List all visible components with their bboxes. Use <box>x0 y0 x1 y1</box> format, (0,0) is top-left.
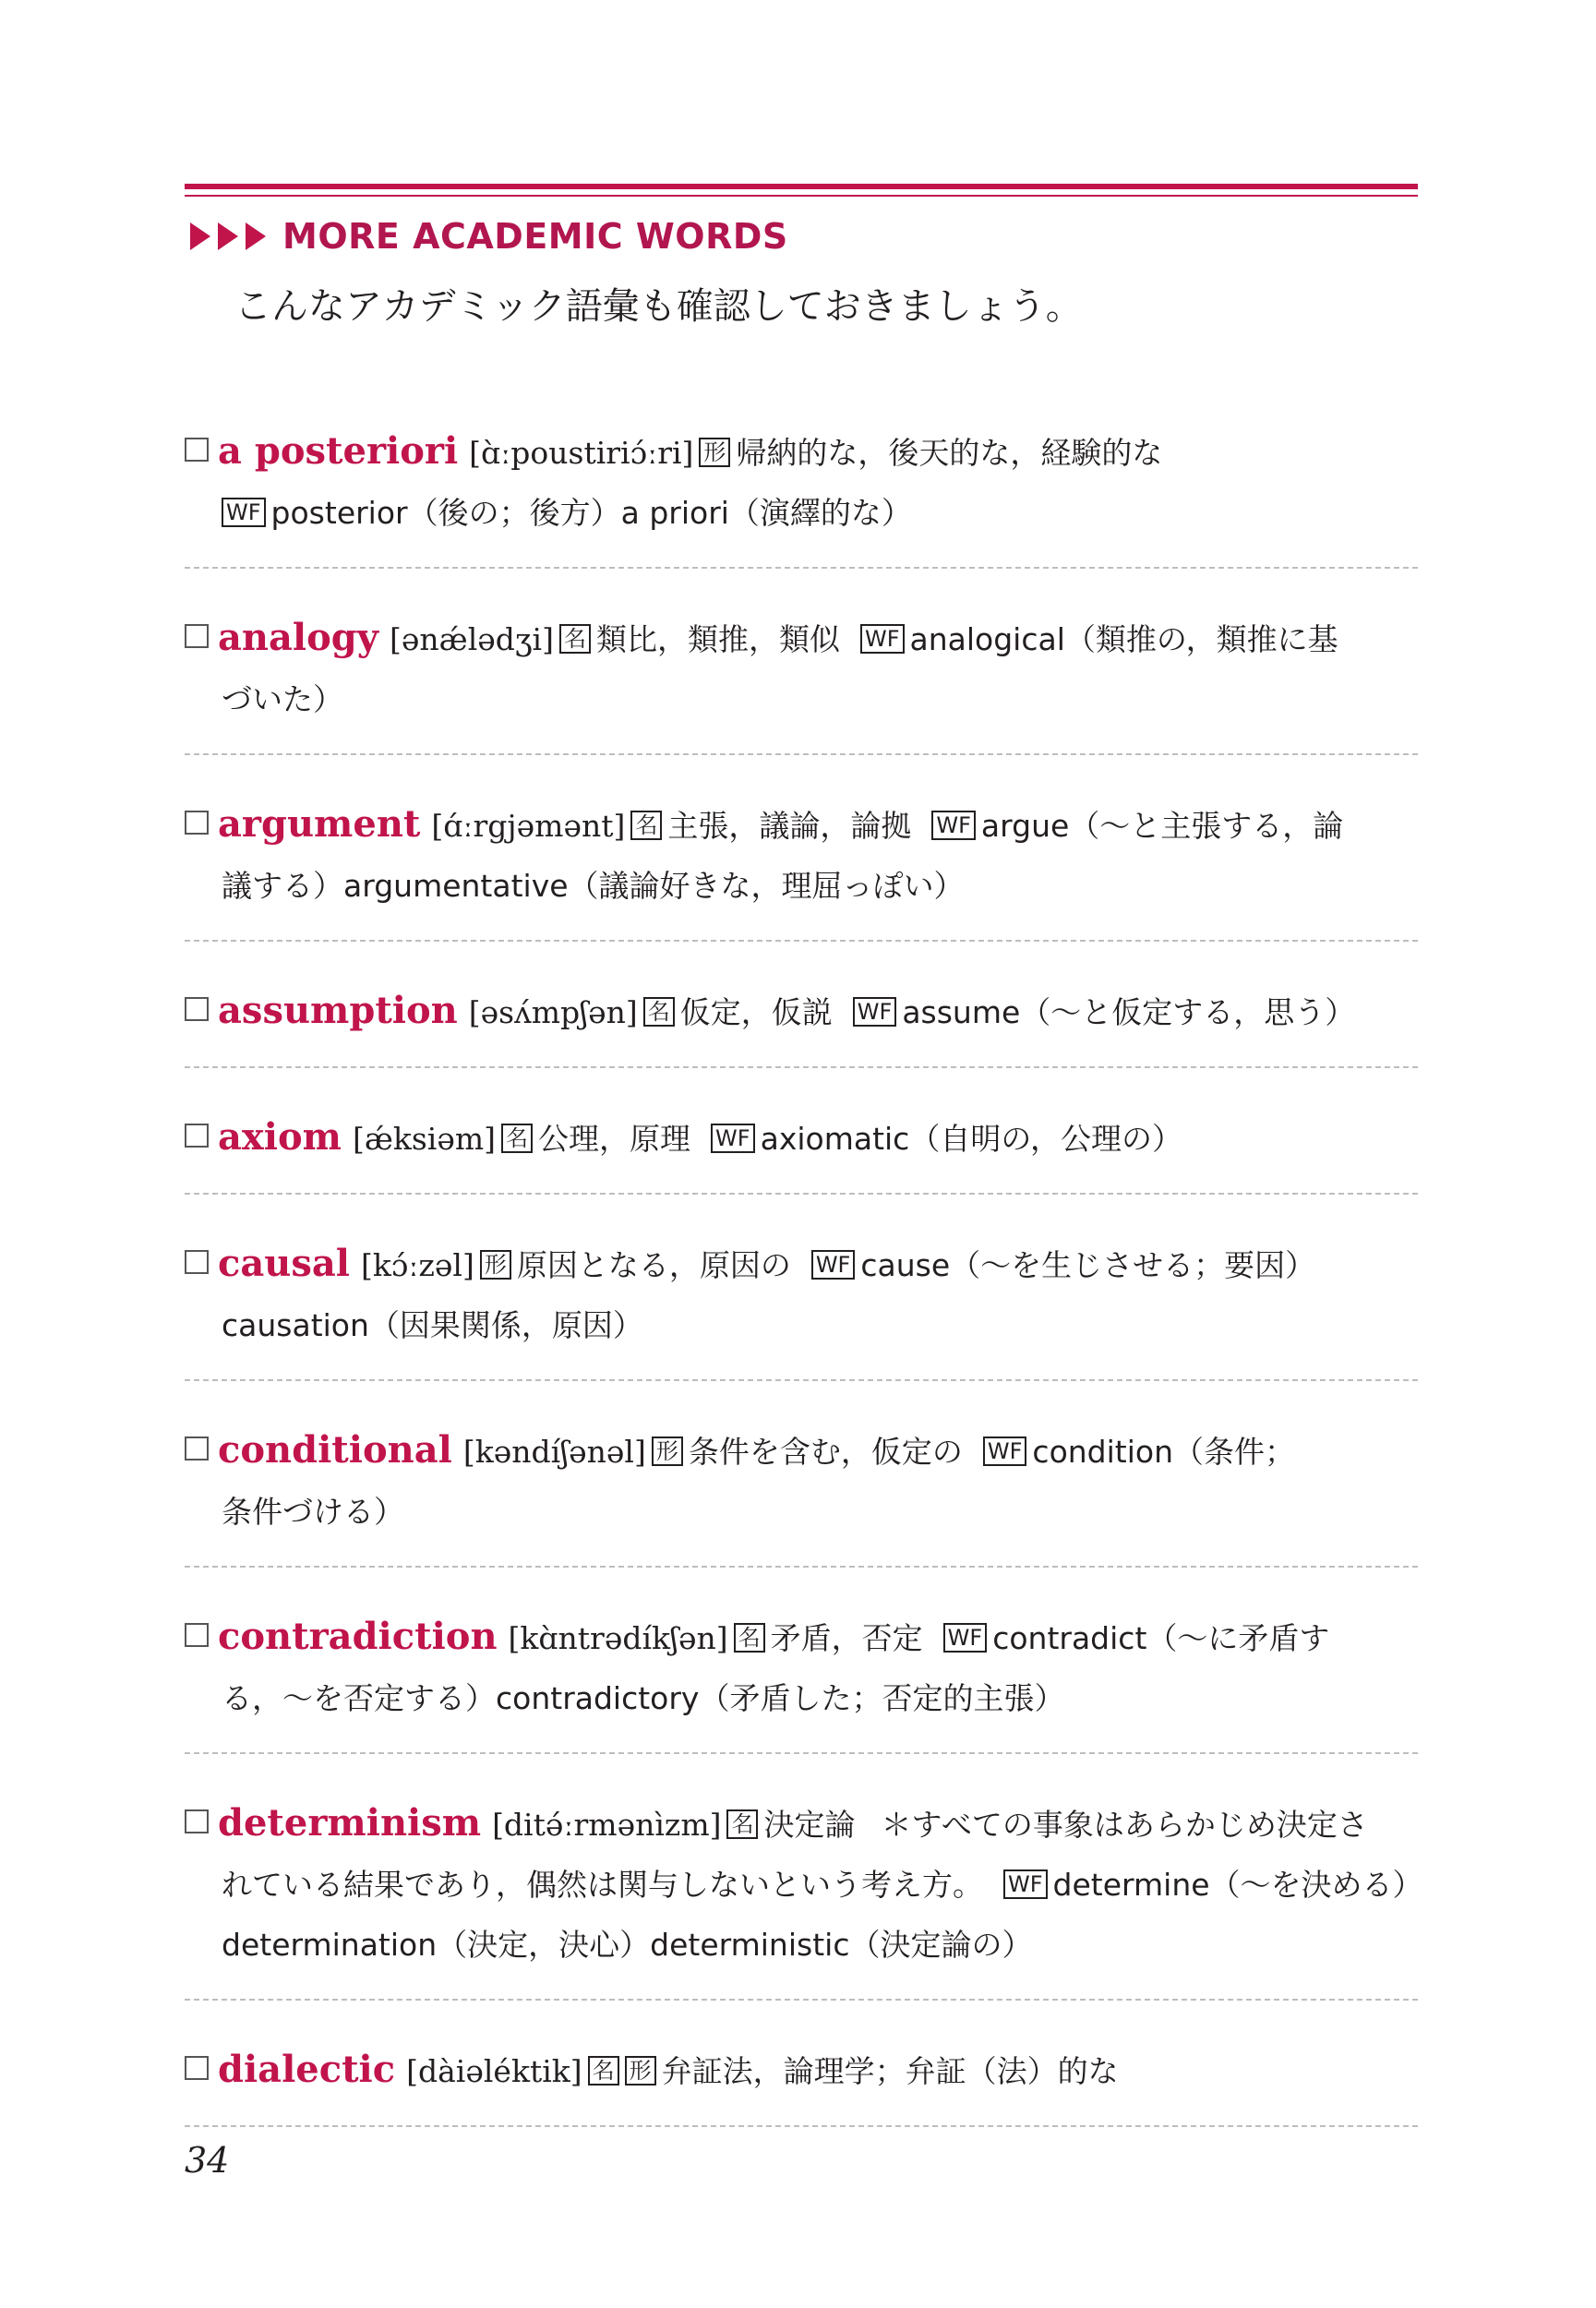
checkbox-icon[interactable] <box>185 811 209 835</box>
wf-badge: WF <box>1003 1869 1048 1899</box>
headword: assumption <box>218 989 458 1032</box>
word-forms: condition（条件； <box>1032 1434 1295 1470</box>
usage-note: ＊すべての事象はあらかじめ決定さ <box>881 1807 1368 1843</box>
pos-noun-badge: 名 <box>501 1124 533 1153</box>
wf-badge: WF <box>860 624 905 654</box>
word-entry <box>185 787 1418 942</box>
pos-noun-badge: 名 <box>643 997 675 1027</box>
pronunciation: [dàiəléktik] <box>406 2053 582 2089</box>
entry-line <box>185 2039 1418 2101</box>
pos-noun-badge: 名 <box>726 1809 758 1839</box>
meaning: 帰納的な，後天的な，経験的な <box>736 435 1163 471</box>
checkbox-icon[interactable] <box>185 997 209 1021</box>
word-forms: argue（〜と主張する，論 <box>980 808 1344 844</box>
headword: dialectic <box>218 2048 396 2091</box>
pos-noun-badge: 名 <box>734 1623 765 1653</box>
headword: contradiction <box>218 1615 498 1658</box>
page-number: 34 <box>185 2140 230 2181</box>
word-entry <box>185 1100 1418 1195</box>
pos-noun-badge: 名 <box>559 624 591 654</box>
pos-adjective-badge: 形 <box>652 1436 683 1466</box>
word-entry <box>185 600 1418 755</box>
section-title: MORE ACADEMIC WORDS <box>282 216 788 257</box>
header-rule-thin <box>185 195 1418 197</box>
section-subtitle: こんなアカデミック語彙も確認しておきましょう。 <box>234 285 1083 328</box>
pronunciation: [ənǽlədʒi] <box>390 621 554 657</box>
entry-line <box>185 794 1418 856</box>
entry-line <box>185 421 1418 483</box>
word-forms: cause（〜を生じさせる；要因） <box>860 1247 1316 1283</box>
word-forms-continued: る，〜を否定する）contradictory（矛盾した；否定的主張） <box>222 1680 1065 1716</box>
word-entry <box>185 2032 1418 2127</box>
word-forms-continued: causation（因果関係，原因） <box>222 1307 643 1343</box>
wf-badge: WF <box>711 1124 755 1153</box>
meaning: 公理，原理 <box>538 1121 691 1157</box>
meaning: 原因となる，原因の <box>516 1247 791 1283</box>
headword: axiom <box>218 1115 342 1159</box>
meaning: 弁証法，論理学；弁証（法）的な <box>661 2053 1119 2089</box>
entry-line <box>185 1793 1418 1855</box>
usage-note-continued: れている結果であり，偶然は関与しないという考え方。 <box>222 1867 983 1903</box>
triangle-icon <box>190 222 210 250</box>
entry-line <box>185 607 1418 669</box>
pos-adjective-badge: 形 <box>480 1250 511 1280</box>
entry-line <box>185 1915 1418 1975</box>
checkbox-icon[interactable] <box>185 1250 209 1274</box>
checkbox-icon[interactable] <box>185 1124 209 1148</box>
pronunciation: [ɑ́ːrgjəmənt] <box>431 808 626 844</box>
pos-adjective-badge: 形 <box>699 438 730 467</box>
entry-line <box>185 1668 1418 1728</box>
word-forms-continued: づいた） <box>222 681 343 717</box>
header-rule-thick <box>185 184 1418 189</box>
wf-badge: WF <box>983 1436 1027 1466</box>
headword: analogy <box>218 616 379 659</box>
headword: a posteriori <box>218 429 459 473</box>
pronunciation: [kəndíʃənəl] <box>462 1434 646 1470</box>
checkbox-icon[interactable] <box>185 624 209 648</box>
word-forms-continued: 議する）argumentative（議論好きな，理屈っぽい） <box>222 868 965 904</box>
entry-line <box>185 1606 1418 1668</box>
checkbox-icon[interactable] <box>185 1623 209 1647</box>
entry-line <box>185 1855 1423 1915</box>
pronunciation: [kɔ́ːzəl] <box>361 1247 474 1283</box>
meaning: 仮定，仮説 <box>679 994 833 1030</box>
word-entry <box>185 1226 1418 1381</box>
word-entry <box>185 1785 1423 2001</box>
checkbox-icon[interactable] <box>185 1809 209 1833</box>
triangle-icon <box>246 222 266 250</box>
pronunciation: [kɑ̀ntrədíkʃən] <box>508 1620 728 1656</box>
entry-line <box>185 1482 1418 1542</box>
entry-line <box>185 856 1418 916</box>
entry-line <box>185 1107 1418 1169</box>
word-forms: contradict（〜に矛盾す <box>992 1620 1330 1656</box>
entry-line <box>185 980 1418 1042</box>
word-entry <box>185 414 1418 569</box>
word-forms-continued: determination（決定，決心）deterministic（決定論の） <box>222 1927 1033 1963</box>
word-list <box>185 414 1423 2158</box>
wf-badge: WF <box>943 1623 988 1653</box>
entry-line <box>185 1420 1418 1482</box>
section-header <box>190 214 788 258</box>
headword: conditional <box>218 1428 452 1472</box>
entry-line <box>185 669 1418 729</box>
word-entry <box>185 1412 1418 1568</box>
pronunciation: [əsʌ́mpʃən] <box>468 994 638 1030</box>
pos-noun-badge: 名 <box>630 811 662 840</box>
checkbox-icon[interactable] <box>185 438 209 462</box>
pos-adjective-badge: 形 <box>625 2056 656 2086</box>
meaning: 類比，類推，類似 <box>595 621 840 657</box>
pronunciation: [ditə́ːrmənìzm] <box>492 1807 722 1843</box>
word-entry <box>185 1599 1418 1754</box>
word-forms: axiomatic（自明の，公理の） <box>760 1121 1183 1157</box>
word-forms: assume（〜と仮定する，思う） <box>902 994 1356 1030</box>
headword: determinism <box>218 1801 482 1845</box>
triangle-icon <box>218 222 238 250</box>
meaning: 矛盾，否定 <box>770 1620 923 1656</box>
wf-badge: WF <box>222 498 266 527</box>
entry-line <box>185 483 1418 543</box>
wf-badge: WF <box>811 1250 856 1280</box>
word-forms: determine（〜を決める） <box>1052 1867 1423 1903</box>
pronunciation: [ǽksiəm] <box>352 1121 497 1157</box>
meaning: 条件を含む，仮定の <box>688 1434 963 1470</box>
word-forms: posterior（後の；後方）a priori（演繹的な） <box>270 495 912 531</box>
headword: causal <box>218 1242 350 1285</box>
wf-badge: WF <box>853 997 897 1027</box>
word-entry <box>185 973 1418 1068</box>
word-forms: analogical（類推の，類推に基 <box>909 621 1338 657</box>
checkbox-icon[interactable] <box>185 2056 209 2080</box>
entry-line <box>185 1233 1418 1295</box>
headword: argument <box>218 802 421 846</box>
meaning: 決定論 <box>763 1807 856 1843</box>
wf-badge: WF <box>931 811 976 840</box>
pos-noun-badge: 名 <box>588 2056 619 2086</box>
meaning: 主張，議論，論拠 <box>667 808 912 844</box>
entry-line <box>185 1295 1418 1355</box>
pronunciation: [ɑ̀ːpoustiriɔ́ːri] <box>469 435 694 471</box>
word-forms-continued: 条件づける） <box>222 1494 404 1530</box>
checkbox-icon[interactable] <box>185 1436 209 1461</box>
